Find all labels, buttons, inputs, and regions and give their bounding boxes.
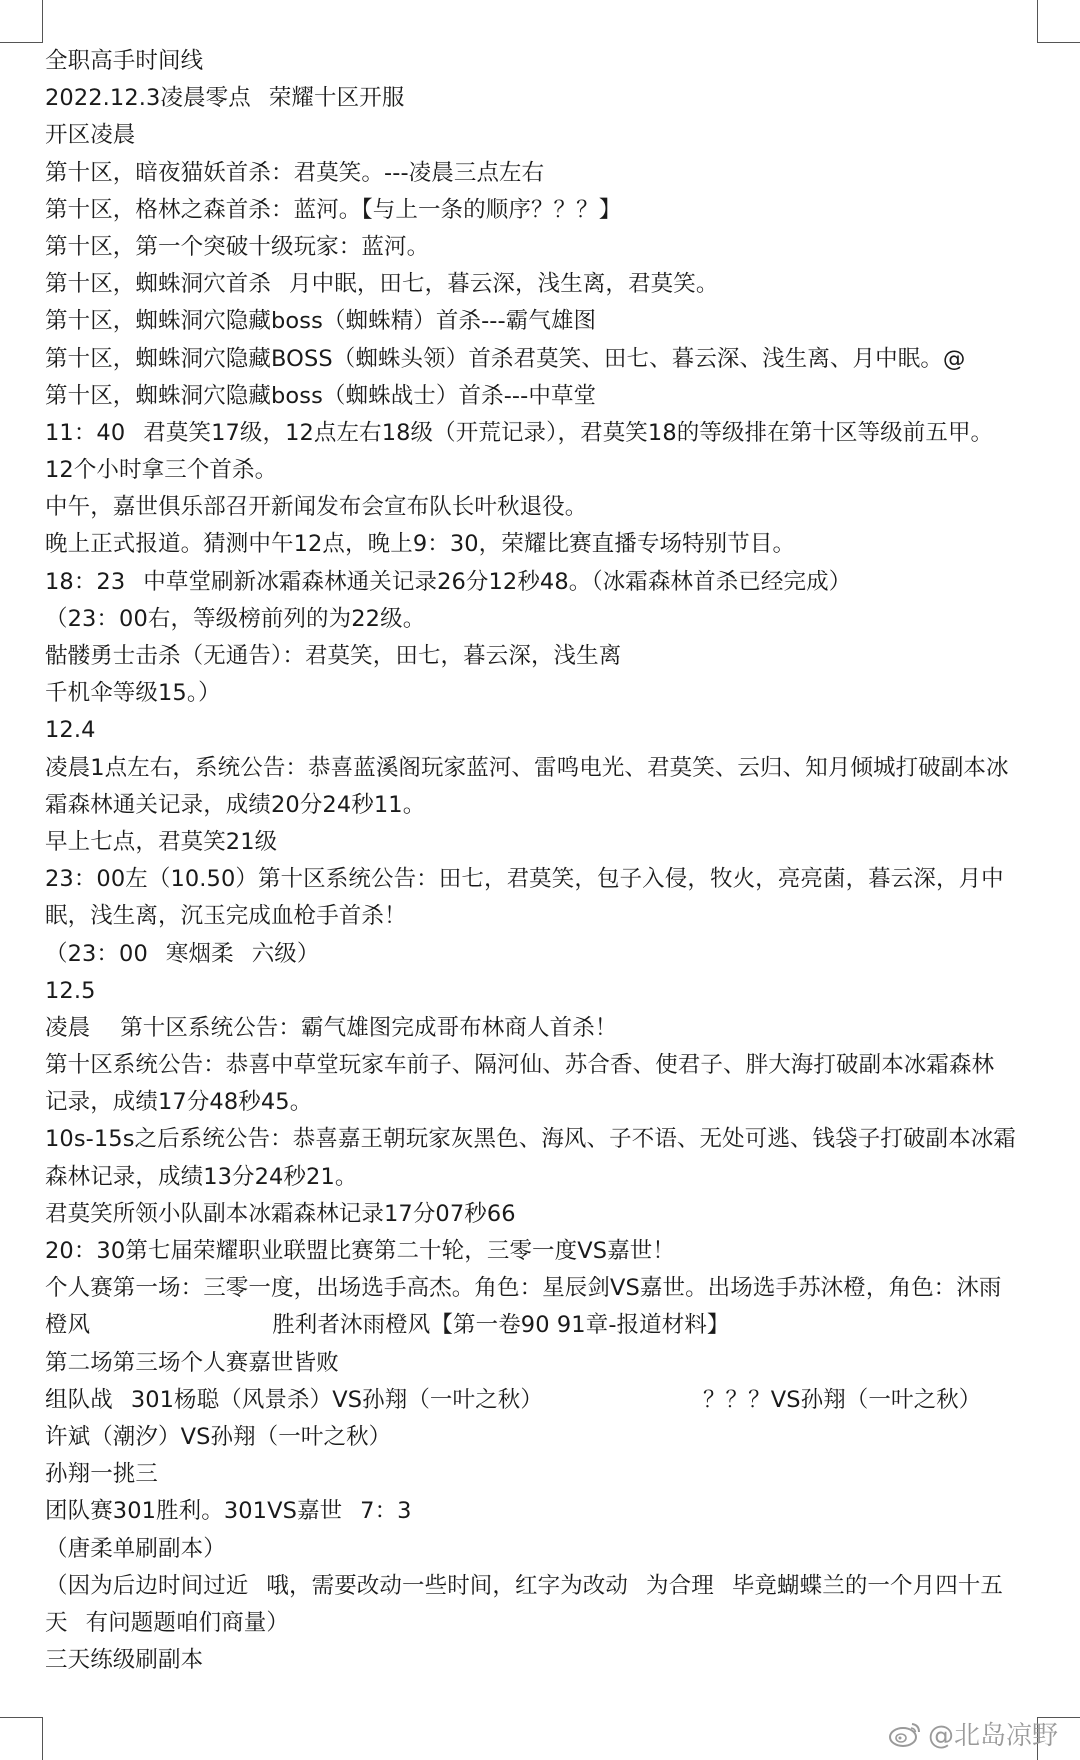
- text-segment: 哦，需要改动一些时间，红字为改动: [266, 1572, 629, 1599]
- text-segment: （因为后边时间过近: [45, 1572, 249, 1599]
- text-line: [45, 973, 1045, 1010]
- text-segment: 第十区，格林之森首杀：蓝河。【与上一条的顺序？？？】: [45, 196, 622, 223]
- text-segment: 开区凌晨: [45, 122, 136, 149]
- text-line: [45, 564, 1045, 601]
- text-line: [45, 43, 1045, 80]
- text-segment: 霜森林通关记录，成绩20分24秒11。: [45, 791, 426, 818]
- text-segment: 记录，成绩17分48秒45。: [45, 1089, 313, 1116]
- text-segment: 橙风: [45, 1312, 91, 1339]
- text-segment: （23：00右，等级榜前列的为22级。: [45, 605, 426, 632]
- text-line: [45, 1568, 1045, 1605]
- text-segment: 君莫笑17级，12点左右18级（开荒记录），君莫笑18的等级排在第十区等级前五甲。: [143, 419, 994, 446]
- text-line: [45, 229, 1045, 266]
- text-segment: 毕竟蝴蝶兰的一个月四十五: [731, 1572, 1004, 1599]
- text-line: [45, 266, 1045, 303]
- text-segment: 第十区，蜘蛛洞穴隐藏boss（蜘蛛战士）首杀---中草堂: [45, 382, 597, 409]
- text-segment: 凌晨: [45, 1014, 91, 1041]
- text-line: [45, 1159, 1045, 1196]
- text-line: [45, 303, 1045, 340]
- text-line: [45, 750, 1045, 787]
- text-segment: 第十区，暗夜猫妖首杀：君莫笑。---凌晨三点左右: [45, 159, 545, 186]
- text-segment: 第十区，蜘蛛洞穴隐藏BOSS（蜘蛛头领）首杀君莫笑、田七、暮云深、浅生离、月中眠。@: [45, 345, 966, 372]
- text-segment: 团队赛301胜利。301VS嘉世: [45, 1498, 343, 1525]
- text-segment: 中午，嘉世俱乐部召开新闻发布会宣布队长叶秋退役。: [45, 494, 588, 521]
- text-segment: 2022.12.3凌晨零点: [45, 85, 251, 112]
- text-line: [45, 861, 1045, 898]
- watermark-text: @北岛凉野: [927, 1721, 1058, 1751]
- text-line: [45, 898, 1045, 935]
- text-line: [45, 824, 1045, 861]
- text-line: [45, 452, 1045, 489]
- text-segment: 三天练级刷副本: [45, 1647, 204, 1674]
- text-line: [45, 1605, 1045, 1642]
- text-segment: 第十区系统公告：恭喜中草堂玩家车前子、隔河仙、苏合香、使君子、胖大海打破副本冰霜森林: [45, 1052, 995, 1079]
- text-line: [45, 1531, 1045, 1568]
- text-segment: 有问题题咱们商量）: [85, 1609, 290, 1636]
- text-line: [45, 675, 1045, 712]
- text-segment: 森林记录，成绩13分24秒21。: [45, 1163, 358, 1190]
- text-segment: 第十区，第一个突破十级玩家：蓝河。: [45, 233, 430, 260]
- text-segment: 第二场第三场个人赛嘉世皆败: [45, 1349, 339, 1376]
- text-segment: 第十区系统公告：霸气雄图完成哥布林商人首杀！: [120, 1014, 618, 1041]
- text-segment: 晚上正式报道。猜测中午12点，晚上9：30，荣耀比赛直播专场特别节目。: [45, 531, 796, 558]
- text-segment: 18：23: [45, 568, 126, 595]
- text-segment: 12.5: [45, 977, 96, 1004]
- text-line: [45, 1010, 1045, 1047]
- timeline-document: [45, 43, 1045, 1679]
- text-line: [45, 936, 1045, 973]
- text-segment: 全职高手时间线: [45, 48, 204, 74]
- text-line: [45, 638, 1045, 675]
- text-line: [45, 1493, 1045, 1530]
- text-line: [45, 155, 1045, 192]
- text-segment: 荣耀十区开服: [268, 85, 405, 112]
- text-line: [45, 1382, 1045, 1419]
- text-segment: 早上七点，君莫笑21级: [45, 828, 278, 855]
- text-segment: 12个小时拿三个首杀。: [45, 457, 278, 484]
- text-line: [45, 1047, 1045, 1084]
- text-segment: 第十区，蜘蛛洞穴隐藏boss（蜘蛛精）首杀---霸气雄图: [45, 308, 597, 335]
- text-line: [45, 1233, 1045, 1270]
- text-segment: 20：30第七届荣耀职业联盟比赛第二十轮，三零一度VS嘉世！: [45, 1238, 675, 1264]
- text-segment: 11：40: [45, 419, 126, 446]
- text-line: [45, 415, 1045, 452]
- text-line: [45, 1084, 1045, 1121]
- text-line: [45, 117, 1045, 154]
- text-line: [45, 1419, 1045, 1456]
- text-line: [45, 526, 1045, 563]
- text-line: [45, 192, 1045, 229]
- text-segment: 第十区，蜘蛛洞穴首杀: [45, 271, 272, 298]
- text-segment: 六级）: [251, 940, 320, 967]
- crop-mark-bottom-left: [0, 1717, 43, 1760]
- text-line: [45, 80, 1045, 117]
- text-segment: ？？？VS孙翔（一叶之秋）: [702, 1386, 982, 1413]
- text-line: [45, 1642, 1045, 1679]
- text-segment: 中草堂刷新冰霜森林通关记录26分12秒48。（冰霜森林首杀已经完成）: [143, 568, 852, 595]
- text-line: [45, 1196, 1045, 1233]
- text-line: [45, 712, 1045, 749]
- text-segment: 为合理: [646, 1572, 714, 1599]
- text-line: [45, 1270, 1045, 1307]
- text-segment: 月中眠，田七，暮云深，浅生离，君莫笑。: [289, 271, 719, 298]
- text-segment: 眠，浅生离，沉玉完成血枪手首杀！: [45, 903, 407, 930]
- text-segment: 个人赛第一场：三零一度，出场选手高杰。角色：星辰剑VS嘉世。出场选手苏沐橙，角色：沐雨: [45, 1275, 1002, 1302]
- text-segment: 孙翔一挑三: [45, 1461, 159, 1488]
- text-segment: 许斌（潮汐）VS孙翔（一叶之秋）: [45, 1423, 392, 1450]
- text-segment: 胜利者沐雨橙风【第一卷90 91章-报道材料】: [272, 1312, 730, 1339]
- text-line: [45, 787, 1045, 824]
- text-segment: 10s-15s之后系统公告：恭喜嘉王朝玩家灰黑色、海风、子不语、无处可逃、钱袋子打破副本冰霜: [45, 1126, 1016, 1153]
- text-segment: 301杨聪（风景杀）VS孙翔（一叶之秋）: [130, 1386, 543, 1413]
- text-line: [45, 341, 1045, 378]
- text-line: [45, 489, 1045, 526]
- text-line: [45, 1456, 1045, 1493]
- text-segment: 天: [45, 1609, 68, 1636]
- text-segment: 7：3: [360, 1498, 412, 1525]
- text-segment: 23：00左（10.50）第十区系统公告：田七，君莫笑，包子入侵，牧火，亮亮菌，暮云深，月中: [45, 866, 1004, 893]
- crop-mark-top-right: [1037, 0, 1080, 43]
- text-line: [45, 1345, 1045, 1382]
- text-line: [45, 1307, 1045, 1344]
- text-segment: （唐柔单刷副本）: [45, 1535, 226, 1562]
- text-segment: 组队战: [45, 1386, 113, 1413]
- crop-mark-top-left: [0, 0, 43, 43]
- watermark: [888, 1715, 1058, 1752]
- text-segment: 骷髅勇士击杀（无通告）：君莫笑，田七，暮云深，浅生离: [45, 643, 622, 669]
- text-line: [45, 378, 1045, 415]
- text-segment: 君莫笑所领小队副本冰霜森林记录17分07秒66: [45, 1200, 516, 1227]
- text-segment: 千机伞等级15。）: [45, 680, 221, 707]
- text-segment: 寒烟柔: [165, 940, 234, 967]
- text-line: [45, 601, 1045, 638]
- text-segment: （23：00: [45, 940, 148, 967]
- weibo-icon: [888, 1720, 922, 1748]
- text-segment: 12.4: [45, 717, 96, 744]
- text-line: [45, 1121, 1045, 1158]
- text-segment: 凌晨1点左右，系统公告：恭喜蓝溪阁玩家蓝河、雷鸣电光、君莫笑、云归、知月倾城打破副本冰: [45, 754, 1009, 781]
